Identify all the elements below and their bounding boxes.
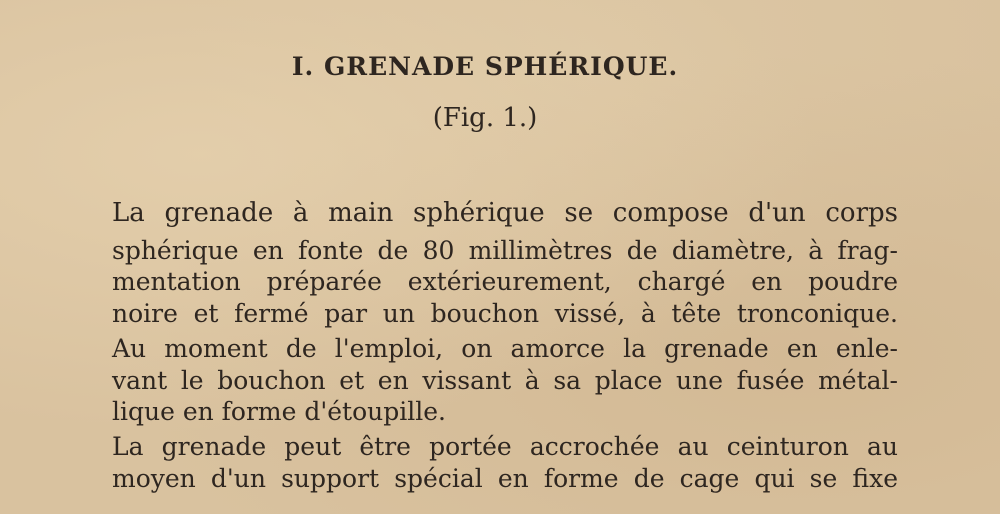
section-title: I. GRENADE SPHÉRIQUE. [291, 52, 679, 81]
text-line: lique en forme d'étoupille. [112, 397, 446, 426]
text-line: moyen d'un support spécial en forme de cage qui se fixe [112, 464, 898, 493]
text-line: La grenade peut être portée accrochée au ceinturon au [112, 432, 898, 461]
text-line: Au moment de l'emploi, on amorce la grenade en enle- [112, 334, 898, 363]
text-line: vant le bouchon et en vissant à sa place une fusée métal- [112, 366, 898, 395]
text-line: sphérique en fonte de 80 millimètres de diamètre, à frag- [112, 236, 898, 265]
text-line: noire et fermé par un bouchon vissé, à tête tronconique. [112, 299, 898, 328]
text-line: mentation préparée extérieurement, chargé en poudre [112, 267, 898, 296]
text-line: La grenade à main sphérique se compose d'un corps [112, 198, 898, 228]
figure-reference: (Fig. 1.) [432, 103, 538, 133]
